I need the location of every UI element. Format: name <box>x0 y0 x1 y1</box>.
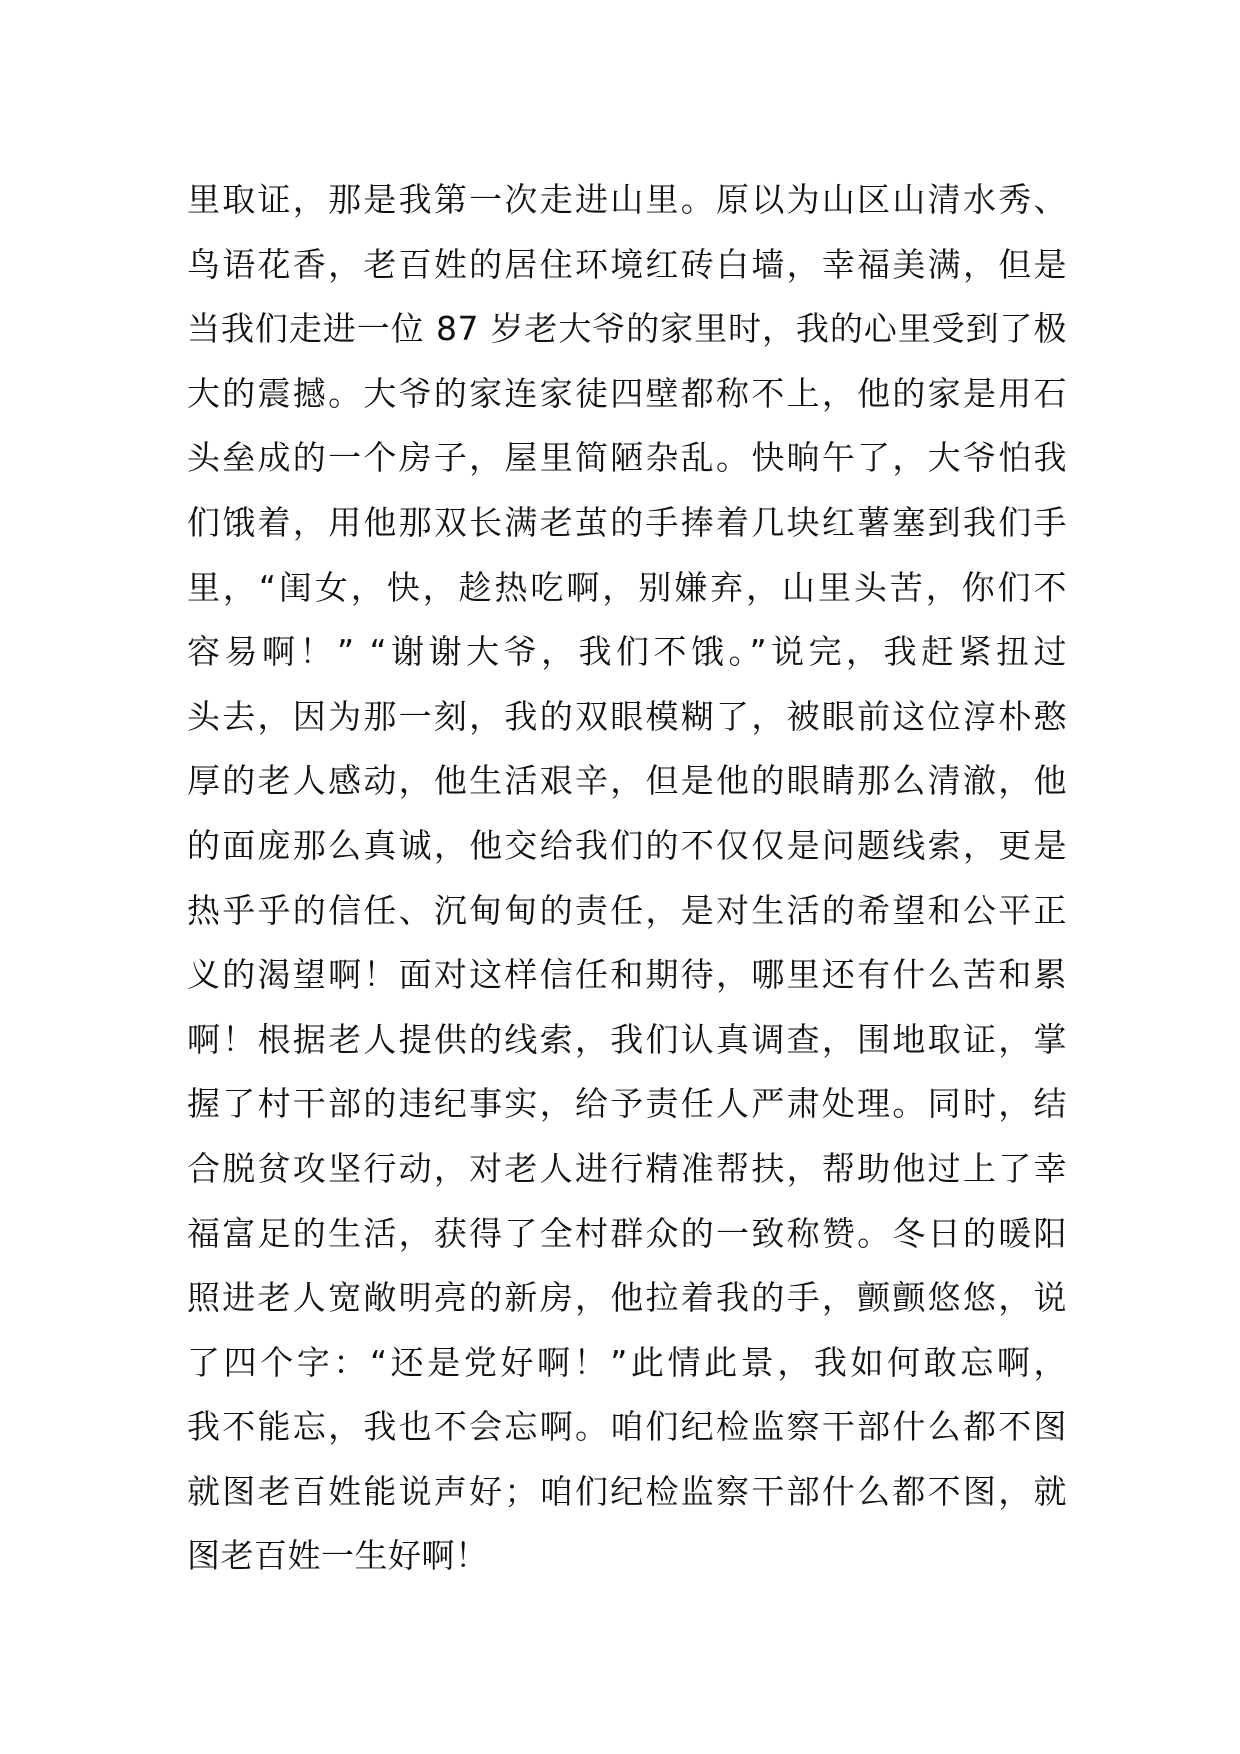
text-line: 啊！根据老人提供的线索，我们认真调查，围地取证，掌 <box>187 1019 1067 1059</box>
text-line: 热乎乎的信任、沉甸甸的责任，是对生活的希望和公平正 <box>187 890 1067 930</box>
text-line: 厚的老人感动，他生活艰辛，但是他的眼睛那么清澈，他 <box>187 761 1067 801</box>
body-paragraph <box>187 168 1067 1589</box>
text-line: 图老百姓一生好啊！ <box>187 1536 489 1576</box>
text-line: 里取证，那是我第一次走进山里。原以为山区山清水秀、 <box>187 180 1067 219</box>
text-line: 福富足的生活，获得了全村群众的一致称赞。冬日的暖阳 <box>187 1213 1067 1253</box>
text-line: 了四个字：“还是党好啊！”此情此景，我如何敢忘啊， <box>187 1342 1067 1382</box>
text-line: 义的渴望啊！面对这样信任和期待，哪里还有什么苦和累 <box>187 955 1067 995</box>
text-line: 大的震撼。大爷的家连家徒四壁都称不上，他的家是用石 <box>187 373 1067 413</box>
text-line: 里，“闺女，快，趁热吃啊，别嫌弃，山里头苦，你们不 <box>187 567 1067 607</box>
text-line: 我不能忘，我也不会忘啊。咱们纪检监察干部什么都不图 <box>187 1407 1067 1447</box>
text-line: 鸟语花香，老百姓的居住环境红砖白墙，幸福美满，但是 <box>187 244 1067 284</box>
text-line: 照进老人宽敞明亮的新房，他拉着我的手，颤颤悠悠，说 <box>187 1278 1067 1318</box>
text-line: 合脱贫攻坚行动，对老人进行精准帮扶，帮助他过上了幸 <box>187 1148 1067 1188</box>
text-line: 们饿着，用他那双长满老茧的手捧着几块红薯塞到我们手 <box>187 502 1067 542</box>
text-line: 头去，因为那一刻，我的双眼模糊了，被眼前这位淳朴憨 <box>187 696 1067 736</box>
text-line: 就图老百姓能说声好；咱们纪检监察干部什么都不图，就 <box>187 1471 1067 1511</box>
text-line: 头垒成的一个房子，屋里简陋杂乱。快晌午了，大爷怕我 <box>187 438 1067 478</box>
text-line: 握了村干部的违纪事实，给予责任人严肃处理。同时，结 <box>187 1084 1067 1124</box>
text-line: 当我们走进一位 87 岁老大爷的家里时，我的心里受到了极 <box>187 309 1067 349</box>
text-line: 的面庞那么真诚，他交给我们的不仅仅是问题线索，更是 <box>187 825 1067 865</box>
text-line: 容易啊！” “谢谢大爷，我们不饿。”说完，我赶紧扭过 <box>187 632 1067 672</box>
